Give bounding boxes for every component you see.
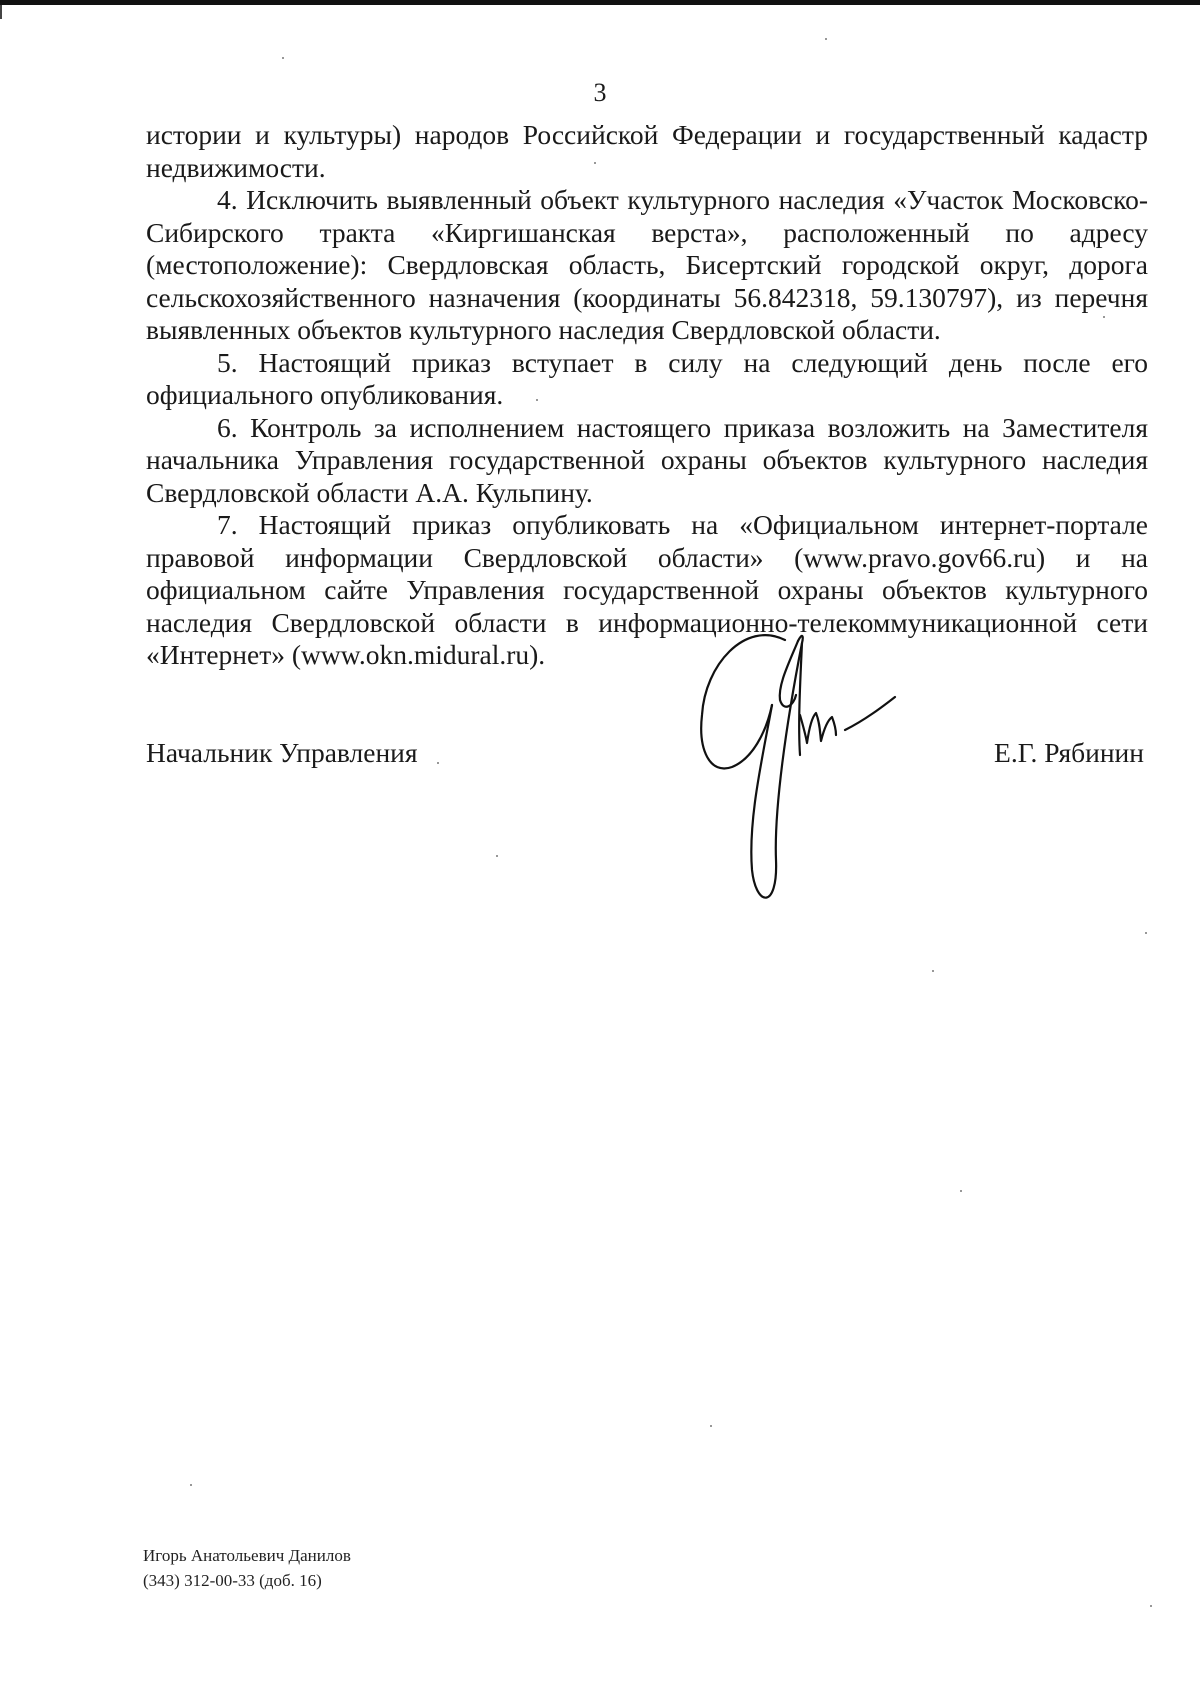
handwritten-signature [690, 625, 940, 915]
page-top-border [0, 0, 1200, 5]
paragraph-item-5: 5. Настоящий приказ вступает в силу на следующий день после его официального опубликования. [146, 346, 1148, 410]
scan-speck [190, 1484, 192, 1486]
signature-block [146, 735, 1144, 771]
scan-speck [1103, 316, 1105, 318]
scan-speck [536, 399, 538, 401]
scan-speck [1145, 932, 1147, 934]
page-number: 3 [593, 78, 607, 107]
executor-info [143, 1543, 351, 1593]
paragraph-item-6: 6. Контроль за исполнением настоящего приказа возложить на Заместителя начальника Управления государственной охраны объектов культурного наследия Свердловской области А.А. Кульпину. [146, 411, 1148, 508]
scan-speck [594, 162, 596, 164]
scan-speck [496, 855, 498, 857]
scan-speck [960, 1190, 962, 1192]
scan-speck [825, 38, 827, 40]
signatory-name: Е.Г. Рябинин [994, 737, 1144, 768]
paragraph-continuation: истории и культуры) народов Российской Федерации и государственный кадастр недвижимости. [146, 119, 1148, 183]
scan-speck [710, 1425, 712, 1427]
paragraph-item-7: 7. Настоящий приказ опубликовать на «Официальном интернет-портале правовой информации Свердловской области» (www.pravo.gov66.ru) и на официальном сайте Управления государственной охраны объектов культурного наследия Свердловской области в информационно-телекоммуникационной сети «Интернет» (www.okn.midural.ru). [146, 509, 1148, 670]
signatory-position: Начальник Управления [146, 737, 418, 768]
scan-speck [437, 762, 439, 764]
scan-speck [282, 57, 284, 59]
paragraph-item-4: 4. Исключить выявленный объект культурного наследия «Участок Московско-Сибирского тракта «Киргишанская верста», расположенный по адресу (местоположение): Свердловская область, Бисертский городской округ, дорога сельскохозяйственного назначения (координаты 56.842318, 59.130797), из перечня выявленных объектов культурного наследия Свердловской области. [146, 184, 1148, 345]
scan-edge-mark [0, 5, 2, 19]
document-body [146, 119, 1148, 672]
scan-speck [932, 970, 934, 972]
executor-phone: (343) 312-00-33 (доб. 16) [143, 1571, 322, 1590]
scan-speck [1150, 1605, 1152, 1607]
executor-name: Игорь Анатольевич Данилов [143, 1546, 351, 1565]
